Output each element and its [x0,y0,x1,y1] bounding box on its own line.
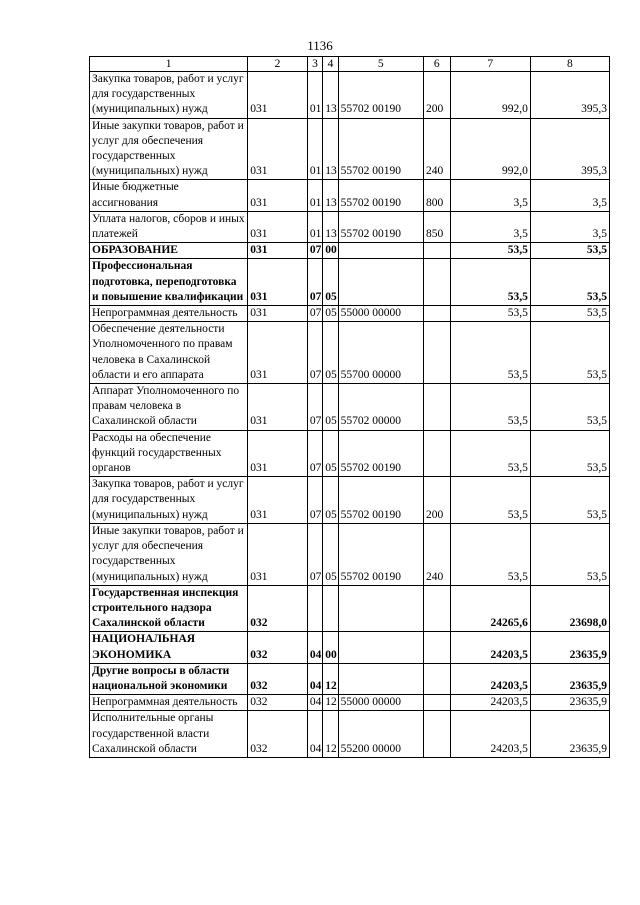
row-target-article-cell [338,259,423,306]
row-target-article-cell: 55000 00000 [338,695,423,711]
row-amount-col7-cell: 992,0 [450,118,530,180]
row-section-cell: 07 [307,259,322,306]
row-subsection-cell: 13 [323,72,338,119]
row-admin-code-cell: 032 [248,711,308,758]
row-expense-type-cell: 200 [423,72,450,119]
row-target-article-cell: 55702 00190 [338,477,423,524]
row-admin-code-cell: 031 [248,211,308,242]
header-col-3: 3 [307,57,322,72]
table-row [90,430,610,477]
row-admin-code-cell: 031 [248,322,308,384]
row-amount-col8-cell: 23635,9 [530,711,609,758]
row-subsection-cell: 12 [323,695,338,711]
row-target-article-cell: 55702 00190 [338,523,423,585]
row-admin-code-cell: 032 [248,632,308,663]
row-section-cell: 04 [307,663,322,694]
row-name-cell: Иные бюджетные ассигнования [90,180,248,211]
row-amount-col8-cell: 23635,9 [530,632,609,663]
table-row [90,211,610,242]
row-expense-type-cell [423,632,450,663]
row-expense-type-cell [423,243,450,259]
row-amount-col7-cell: 24203,5 [450,632,530,663]
row-amount-col8-cell: 23635,9 [530,663,609,694]
row-amount-col8-cell: 53,5 [530,523,609,585]
row-target-article-cell: 55702 00190 [338,211,423,242]
row-expense-type-cell: 240 [423,523,450,585]
row-name-cell: Государственная инспекция строительного надзора Сахалинской области [90,585,248,632]
row-amount-col8-cell: 53,5 [530,477,609,524]
row-amount-col7-cell: 53,5 [450,259,530,306]
table-row [90,384,610,431]
row-admin-code-cell: 031 [248,384,308,431]
row-amount-col8-cell: 23698,0 [530,585,609,632]
row-subsection-cell [323,585,338,632]
row-expense-type-cell [423,259,450,306]
table-row [90,585,610,632]
row-amount-col8-cell: 395,3 [530,118,609,180]
row-target-article-cell: 55000 00000 [338,306,423,322]
row-name-cell: ОБРАЗОВАНИЕ [90,243,248,259]
row-subsection-cell: 00 [323,632,338,663]
row-section-cell: 01 [307,211,322,242]
table-row [90,663,610,694]
row-amount-col7-cell: 3,5 [450,180,530,211]
row-name-cell: Другие вопросы в области национальной экономики [90,663,248,694]
row-admin-code-cell: 031 [248,523,308,585]
row-amount-col7-cell: 53,5 [450,523,530,585]
row-section-cell [307,585,322,632]
row-admin-code-cell: 031 [248,118,308,180]
table-header-row [90,57,610,72]
row-name-cell: Исполнительные органы государственной власти Сахалинской области [90,711,248,758]
row-subsection-cell: 00 [323,243,338,259]
row-subsection-cell: 12 [323,663,338,694]
row-subsection-cell: 05 [323,523,338,585]
page-number: 1136 [307,38,333,53]
row-name-cell: Аппарат Уполномоченного по правам человека в Сахалинской области [90,384,248,431]
row-subsection-cell: 05 [323,384,338,431]
row-subsection-cell: 13 [323,180,338,211]
table-row [90,118,610,180]
row-amount-col7-cell: 24265,6 [450,585,530,632]
row-admin-code-cell: 031 [248,306,308,322]
table-row [90,523,610,585]
row-target-article-cell: 55702 00190 [338,430,423,477]
row-section-cell: 01 [307,72,322,119]
row-admin-code-cell: 032 [248,663,308,694]
row-section-cell: 04 [307,695,322,711]
row-name-cell: Уплата налогов, сборов и иных платежей [90,211,248,242]
row-expense-type-cell [423,430,450,477]
row-amount-col7-cell: 24203,5 [450,711,530,758]
row-name-cell: Иные закупки товаров, работ и услуг для обеспечения государственных (муниципальных) нужд [90,523,248,585]
row-admin-code-cell: 031 [248,430,308,477]
row-expense-type-cell [423,306,450,322]
table-row [90,711,610,758]
row-subsection-cell: 05 [323,306,338,322]
row-name-cell: Расходы на обеспечение функций государственных органов [90,430,248,477]
row-expense-type-cell [423,322,450,384]
row-section-cell: 01 [307,118,322,180]
row-admin-code-cell: 032 [248,585,308,632]
row-expense-type-cell: 240 [423,118,450,180]
row-admin-code-cell: 031 [248,477,308,524]
row-section-cell: 07 [307,384,322,431]
row-target-article-cell: 55702 00190 [338,118,423,180]
row-section-cell: 07 [307,523,322,585]
row-target-article-cell: 55700 00000 [338,322,423,384]
row-expense-type-cell: 850 [423,211,450,242]
row-name-cell: Обеспечение деятельности Уполномоченного по правам человека в Сахалинской области и его аппарата [90,322,248,384]
row-target-article-cell: 55702 00000 [338,384,423,431]
row-name-cell: Профессиональная подготовка, переподготовка и повышение квалификации [90,259,248,306]
row-subsection-cell: 12 [323,711,338,758]
table-row [90,72,610,119]
table-row [90,243,610,259]
row-amount-col7-cell: 24203,5 [450,695,530,711]
row-name-cell: Непрограммная деятельность [90,695,248,711]
row-subsection-cell: 13 [323,118,338,180]
row-admin-code-cell: 031 [248,180,308,211]
row-amount-col7-cell: 53,5 [450,477,530,524]
row-name-cell: Закупка товаров, работ и услуг для государственных (муниципальных) нужд [90,477,248,524]
row-target-article-cell [338,243,423,259]
table-row [90,306,610,322]
table-row [90,259,610,306]
row-amount-col8-cell: 3,5 [530,211,609,242]
row-section-cell: 04 [307,711,322,758]
table-row [90,322,610,384]
row-expense-type-cell: 800 [423,180,450,211]
row-expense-type-cell: 200 [423,477,450,524]
row-subsection-cell: 05 [323,430,338,477]
row-amount-col7-cell: 53,5 [450,430,530,477]
row-amount-col8-cell: 23635,9 [530,695,609,711]
row-amount-col8-cell: 53,5 [530,259,609,306]
row-target-article-cell: 55200 00000 [338,711,423,758]
row-subsection-cell: 13 [323,211,338,242]
row-name-cell: Иные закупки товаров, работ и услуг для обеспечения государственных (муниципальных) нужд [90,118,248,180]
row-expense-type-cell [423,695,450,711]
row-section-cell: 07 [307,322,322,384]
row-amount-col7-cell: 53,5 [450,384,530,431]
row-subsection-cell: 05 [323,259,338,306]
row-admin-code-cell: 032 [248,695,308,711]
row-expense-type-cell [423,711,450,758]
row-section-cell: 07 [307,430,322,477]
header-col-2: 2 [248,57,308,72]
row-amount-col8-cell: 53,5 [530,243,609,259]
row-amount-col8-cell: 53,5 [530,322,609,384]
row-section-cell: 01 [307,180,322,211]
row-section-cell: 04 [307,632,322,663]
row-target-article-cell: 55702 00190 [338,180,423,211]
row-amount-col7-cell: 53,5 [450,306,530,322]
header-col-5: 5 [338,57,423,72]
header-col-8: 8 [530,57,609,72]
row-subsection-cell: 05 [323,322,338,384]
header-col-7: 7 [450,57,530,72]
row-target-article-cell: 55702 00190 [338,72,423,119]
table-row [90,477,610,524]
table-row [90,180,610,211]
row-target-article-cell [338,585,423,632]
header-col-6: 6 [423,57,450,72]
table-row [90,695,610,711]
budget-table [89,56,610,758]
row-admin-code-cell: 031 [248,72,308,119]
row-amount-col7-cell: 3,5 [450,211,530,242]
row-name-cell: Закупка товаров, работ и услуг для государственных (муниципальных) нужд [90,72,248,119]
row-name-cell: Непрограммная деятельность [90,306,248,322]
row-amount-col8-cell: 53,5 [530,384,609,431]
row-subsection-cell: 05 [323,477,338,524]
row-name-cell: НАЦИОНАЛЬНАЯ ЭКОНОМИКА [90,632,248,663]
row-target-article-cell [338,663,423,694]
header-col-4: 4 [323,57,338,72]
row-admin-code-cell: 031 [248,259,308,306]
row-amount-col7-cell: 992,0 [450,72,530,119]
row-amount-col7-cell: 24203,5 [450,663,530,694]
row-amount-col7-cell: 53,5 [450,243,530,259]
table-row [90,632,610,663]
row-expense-type-cell [423,663,450,694]
row-amount-col8-cell: 3,5 [530,180,609,211]
row-admin-code-cell: 031 [248,243,308,259]
row-amount-col8-cell: 53,5 [530,430,609,477]
row-amount-col8-cell: 395,3 [530,72,609,119]
table-body [90,57,610,758]
row-section-cell: 07 [307,306,322,322]
row-amount-col8-cell: 53,5 [530,306,609,322]
row-section-cell: 07 [307,477,322,524]
row-target-article-cell [338,632,423,663]
row-amount-col7-cell: 53,5 [450,322,530,384]
header-col-1: 1 [90,57,248,72]
row-expense-type-cell [423,384,450,431]
row-section-cell: 07 [307,243,322,259]
row-expense-type-cell [423,585,450,632]
